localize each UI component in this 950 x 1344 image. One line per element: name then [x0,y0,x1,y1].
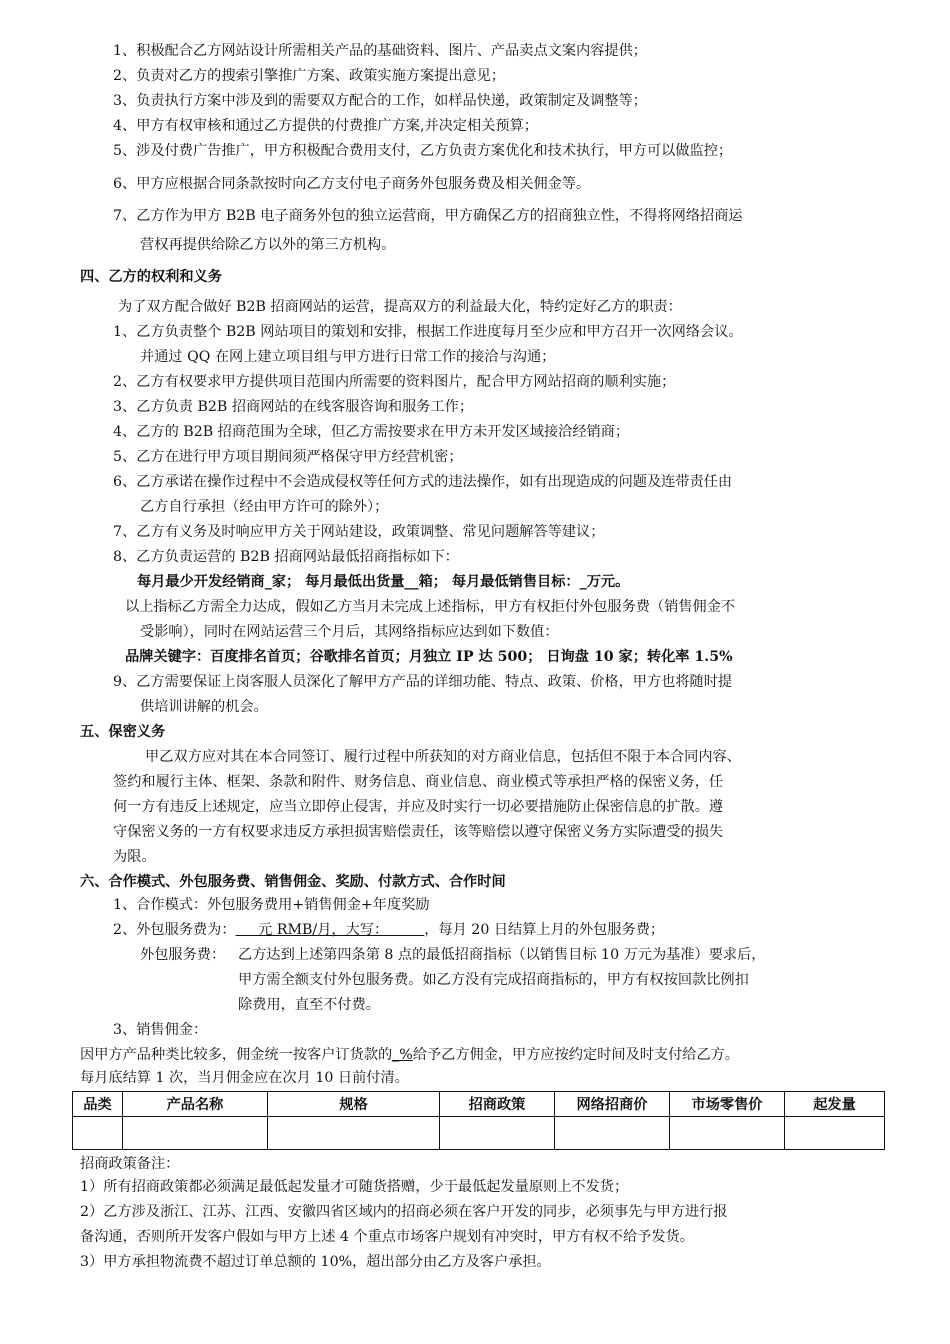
commission-prefix: 因甲方产品种类比较多，佣金统一按客户订货款的 [80,1047,393,1063]
service-fee-line [113,920,664,940]
party-a-item-3: 3、负责执行方案中涉及到的需要双方配合的工作，如样品快递，政策制定及调整等； [113,93,647,109]
section4-item-6-cont: 乙方自行承担（经由甲方许可的除外）； [140,499,389,515]
section4-item-7: 7、乙方有义务及时响应甲方关于网站建设，政策调整、常见问题解答等建议； [113,524,605,540]
section4-item-2: 2、乙方有权要求甲方提供项目范围内所需要的资料图片，配合甲方网站招商的顺利实施； [113,374,676,390]
policy-notes-title: 招商政策备注： [80,1156,180,1172]
service-fee-blank: 元 RMB/月，大写： [235,922,425,938]
section5-line-5: 为限。 [113,849,156,865]
party-a-item-7-cont: 营权再提供给除乙方以外的第三方机构。 [140,237,396,253]
fee-detail-line-2: 甲方需全额支付外包服务费。如乙方没有完成招商指标的，甲方有权按回款比例扣 [238,972,749,988]
commission-suffix: 给予乙方佣金，甲方应按约定时间及时支付给乙方。 [412,1047,740,1063]
table-row [73,1117,885,1150]
fee-detail-line-3: 除费用，直至不付费。 [238,997,380,1013]
party-a-item-4: 4、甲方有权审核和通过乙方提供的付费推广方案,并决定相关预算； [113,118,538,134]
section4-heading: 四、乙方的权利和义务 [80,269,222,285]
monthly-targets-line: 每月最少开发经销商_家； 每月最低出货量__箱； 每月最低销售目标：_万元。 [137,574,630,590]
party-a-item-5: 5、涉及付费广告推广，甲方积极配合费用支付，乙方负责方案优化和技术执行，甲方可以做监控； [113,143,733,159]
settlement-line: 每月底结算 1 次，当月佣金应在次月 10 日前付清。 [80,1070,409,1086]
section4-item-1-cont: 并通过 QQ 在网上建立项目组与甲方进行日常工作的接洽与沟通； [140,349,556,365]
table-cell [268,1117,440,1150]
commission-label: 3、销售佣金： [113,1022,208,1038]
header-retail-price: 市场零售价 [670,1092,785,1117]
table-cell [440,1117,555,1150]
section4-item-4: 4、乙方的 B2B 招商范围为全球，但乙方需按要求在甲方未开发区域接洽经销商； [113,424,630,440]
section4-item-9: 9、乙方需要保证上岗客服人员深化了解甲方产品的详细功能、特点、政策、价格，甲方也将随时提 [113,674,733,690]
policy-note-2: 2）乙方涉及浙江、江苏、江西、安徽四省区域内的招商必须在客户开发的同步，必须事先与甲方进行报 [80,1204,728,1220]
party-a-item-6: 6、甲方应根据合同条款按时向乙方支付电子商务外包服务费及相关佣金等。 [113,176,591,192]
section4-item-1: 1、乙方负责整个 B2B 网站项目的策划和安排，根据工作进度每月至少应和甲方召开一次网络会议。 [113,324,743,340]
commission-rate-blank: _% [392,1047,413,1063]
section4-item-9-cont: 供培训讲解的机会。 [140,699,268,715]
targets-note-line-1: 以上指标乙方需全力达成，假如乙方当月未完成上述指标，甲方有权拒付外包服务费（销售佣金不 [125,599,736,615]
table-cell [785,1117,885,1150]
table-cell [555,1117,670,1150]
header-product-name: 产品名称 [123,1092,268,1117]
section5-line-1: 甲乙双方应对其在本合同签订、履行过程中所获知的对方商业信息，包括但不限于本合同内容、 [145,749,741,765]
policy-note-1: 1）所有招商政策都必须满足最低起发量才可随货搭赠，少于最低起发量原则上不发货； [80,1179,629,1195]
brand-keyword-targets: 品牌关键字：百度排名首页；谷歌排名首页；月独立 IP 达 500； 日询盘 10 家；转化率 1.5% [125,649,733,665]
table-cell [123,1117,268,1150]
section5-line-3: 何一方有违反上述规定，应当立即停止侵害，并应及时实行一切必要措施防止保密信息的扩散。遵 [113,799,724,815]
party-a-item-7: 7、乙方作为甲方 B2B 电子商务外包的独立运营商，甲方确保乙方的招商独立性，不得将网络招商运 [113,208,743,224]
header-policy: 招商政策 [440,1092,555,1117]
policy-note-3: 3）甲方承担物流费不超过订单总额的 10%，超出部分由乙方及客户承担。 [80,1254,551,1270]
table-header-row [73,1092,885,1117]
fee-detail-label: 外包服务费： [140,947,226,963]
party-a-item-1: 1、积极配合乙方网站设计所需相关产品的基础资料、图片、产品卖点文案内容提供； [113,43,647,59]
section5-line-2: 签约和履行主体、框架、条款和附件、财务信息、商业信息、商业模式等承担严格的保密义务，任 [113,774,724,790]
section4-item-6: 6、乙方承诺在操作过程中不会造成侵权等任何方式的违法操作，如有出现造成的问题及连带责任由 [113,474,733,490]
product-table [72,1091,885,1150]
targets-note-line-2: 受影响），同时在网站运营三个月后，其网络指标应达到如下数值： [140,624,559,640]
header-min-order: 起发量 [785,1092,885,1117]
header-spec: 规格 [268,1092,440,1117]
policy-note-2-cont: 备沟通，否则所开发客户假如与甲方上述 4 个重点市场客户规划有冲突时，甲方有权不给予发货。 [80,1229,694,1245]
header-category: 品类 [73,1092,123,1117]
section4-intro: 为了双方配合做好 B2B 招商网站的运营，提高双方的利益最大化，特约定好乙方的职责： [118,299,682,315]
section4-item-3: 3、乙方负责 B2B 招商网站的在线客服咨询和服务工作； [113,399,474,415]
section5-heading: 五、保密义务 [80,724,166,740]
section4-item-5: 5、乙方在进行甲方项目期间须严格保守甲方经营机密； [113,449,463,465]
section5-line-4: 守保密义务的一方有权要求违反方承担损害赔偿责任，该等赔偿以遵守保密义务方实际遭受的损失 [113,824,724,840]
table-cell [73,1117,123,1150]
cooperation-mode: 1、合作模式：外包服务费用+销售佣金+年度奖励 [113,897,430,913]
service-fee-suffix: ，每月 20 日结算上月的外包服务费； [424,922,665,938]
fee-detail-line-1: 乙方达到上述第四条第 8 点的最低招商指标（以销售目标 10 万元为基准）要求后， [238,947,766,963]
party-a-item-2: 2、负责对乙方的搜索引擎推广方案、政策实施方案提出意见； [113,68,506,84]
section4-item-8: 8、乙方负责运营的 B2B 招商网站最低招商指标如下： [113,549,459,565]
commission-line [80,1045,739,1065]
header-online-price: 网络招商价 [555,1092,670,1117]
table-cell [670,1117,785,1150]
service-fee-prefix: 2、外包服务费为： [113,922,236,938]
section6-heading: 六、合作模式、外包服务费、销售佣金、奖励、付款方式、合作时间 [80,874,506,890]
